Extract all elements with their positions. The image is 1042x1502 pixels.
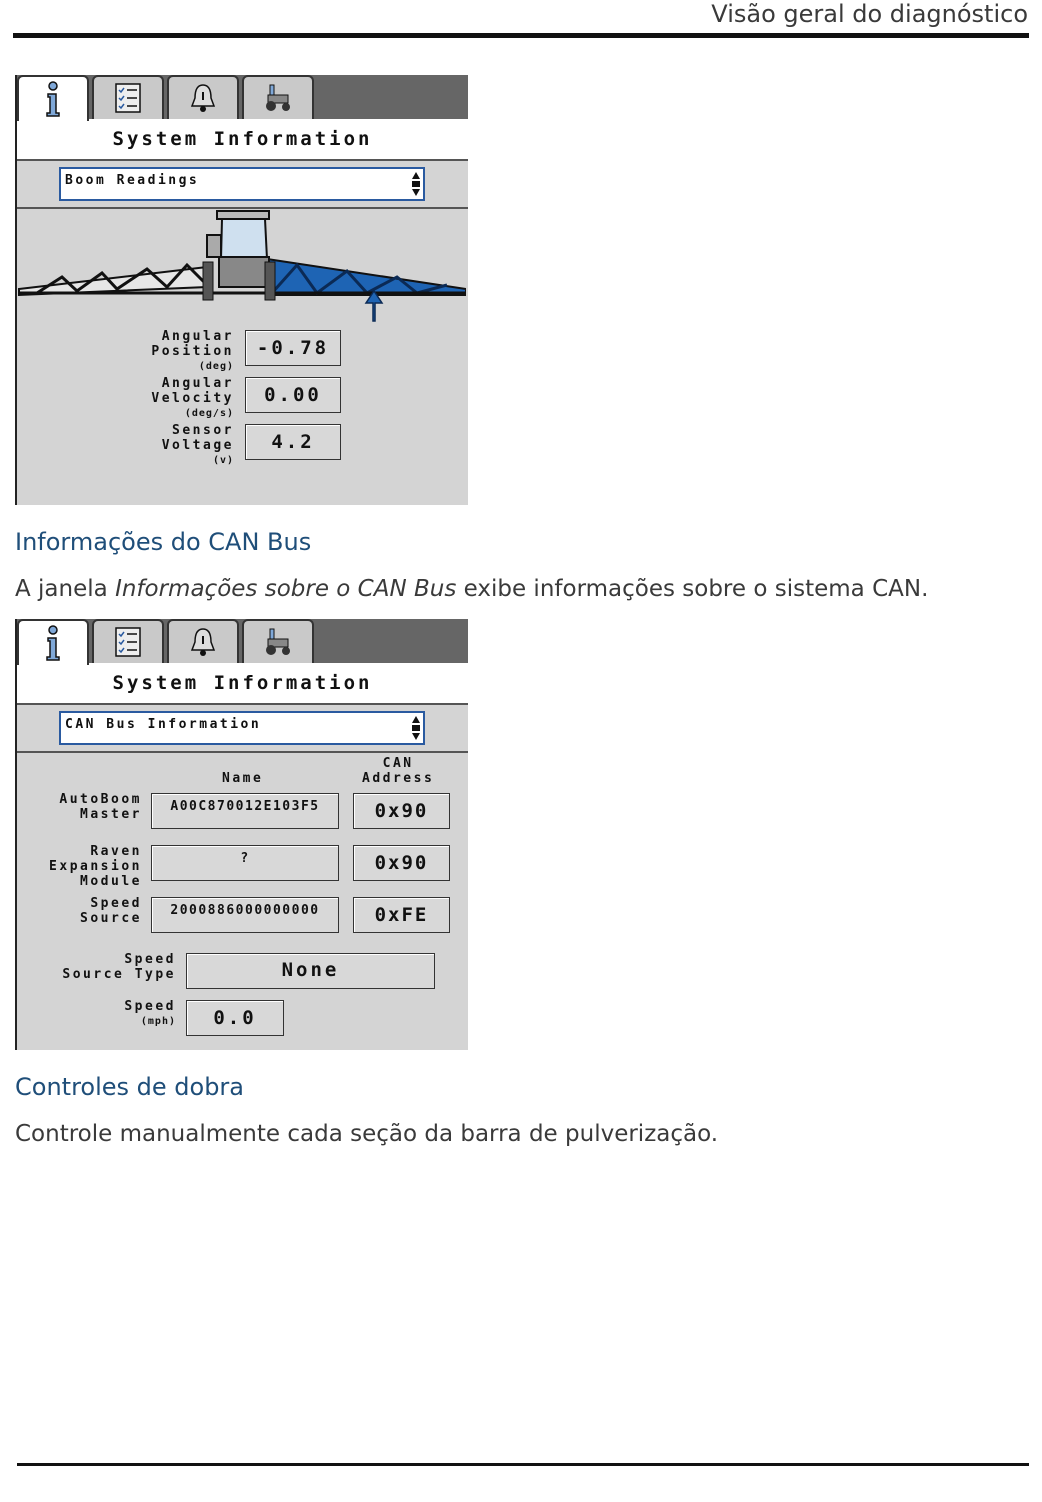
tab-information[interactable] — [17, 619, 89, 665]
boom-readings-screen — [15, 75, 468, 505]
tractor-icon — [262, 83, 294, 113]
speed-source-type-value: None — [186, 953, 435, 989]
angular-position-value: -0.78 — [245, 330, 341, 366]
tab-information[interactable] — [17, 75, 89, 121]
tab-alarms[interactable] — [167, 75, 239, 119]
bell-icon — [188, 626, 218, 658]
readings-dropdown[interactable] — [59, 167, 425, 201]
tab-alarms[interactable] — [167, 619, 239, 663]
dropdown-arrows-icon — [411, 171, 421, 197]
reading-label-angular-position: Angular Position (deg) — [151, 329, 234, 372]
bell-icon — [188, 82, 218, 114]
can-bus-description: A janela Informações sobre o CAN Bus exibe informações sobre o sistema CAN. — [15, 576, 929, 602]
boom-illustration — [17, 207, 466, 322]
speed-source-name: 2000886000000000 — [151, 897, 339, 933]
header-rule — [13, 33, 1029, 38]
column-header-can-address: CAN Address — [362, 756, 435, 786]
sensor-voltage-value: 4.2 — [245, 424, 341, 460]
raven-expansion-name: ? — [151, 845, 339, 881]
angular-velocity-value: 0.00 — [245, 377, 341, 413]
tab-checklist[interactable] — [92, 619, 164, 663]
tractor-icon — [262, 627, 294, 657]
tab-bar — [17, 75, 468, 119]
dropdown-value: CAN Bus Information — [65, 717, 262, 732]
autoboom-master-name: A00C870012E103F5 — [151, 793, 339, 829]
autoboom-master-address: 0x90 — [353, 793, 450, 829]
can-info-dropdown[interactable] — [59, 711, 425, 745]
reading-label-angular-velocity: Angular Velocity (deg/s) — [151, 376, 234, 419]
dropdown-row — [17, 705, 468, 753]
screen-title: System Information — [17, 119, 468, 161]
row-label-autoboom-master: AutoBoom Master — [59, 792, 142, 822]
tab-machine[interactable] — [242, 75, 314, 119]
speed-label: Speed (mph) — [124, 999, 176, 1027]
dropdown-row — [17, 161, 468, 209]
checklist-icon — [114, 626, 142, 658]
row-label-speed-source: Speed Source — [80, 896, 142, 926]
speed-source-type-label: Speed Source Type — [62, 952, 176, 982]
dropdown-value: Boom Readings — [65, 173, 200, 188]
info-icon — [42, 80, 64, 118]
info-icon — [42, 624, 64, 662]
right-boom-section — [267, 259, 466, 295]
column-header-name: Name — [222, 771, 264, 786]
tab-checklist[interactable] — [92, 75, 164, 119]
raven-expansion-address: 0x90 — [353, 845, 450, 881]
row-label-raven-expansion-module: Raven Expansion Module — [49, 844, 142, 889]
reading-label-sensor-voltage: Sensor Voltage (v) — [161, 423, 234, 466]
section-heading-fold-controls: Controles de dobra — [15, 1073, 245, 1101]
checklist-icon — [114, 82, 142, 114]
sprayer-cab — [203, 211, 275, 300]
speed-source-address: 0xFE — [353, 897, 450, 933]
running-header: Visão geral do diagnóstico — [711, 0, 1028, 28]
fold-controls-description: Controle manualmente cada seção da barra de pulverização. — [15, 1121, 719, 1147]
can-bus-screen — [15, 619, 468, 1050]
dropdown-arrows-icon — [411, 715, 421, 741]
screen-title: System Information — [17, 663, 468, 705]
speed-value: 0.0 — [186, 1000, 284, 1036]
section-heading-can-bus: Informações do CAN Bus — [15, 528, 312, 556]
tab-bar — [17, 619, 468, 663]
footer-rule — [17, 1463, 1029, 1466]
tab-machine[interactable] — [242, 619, 314, 663]
